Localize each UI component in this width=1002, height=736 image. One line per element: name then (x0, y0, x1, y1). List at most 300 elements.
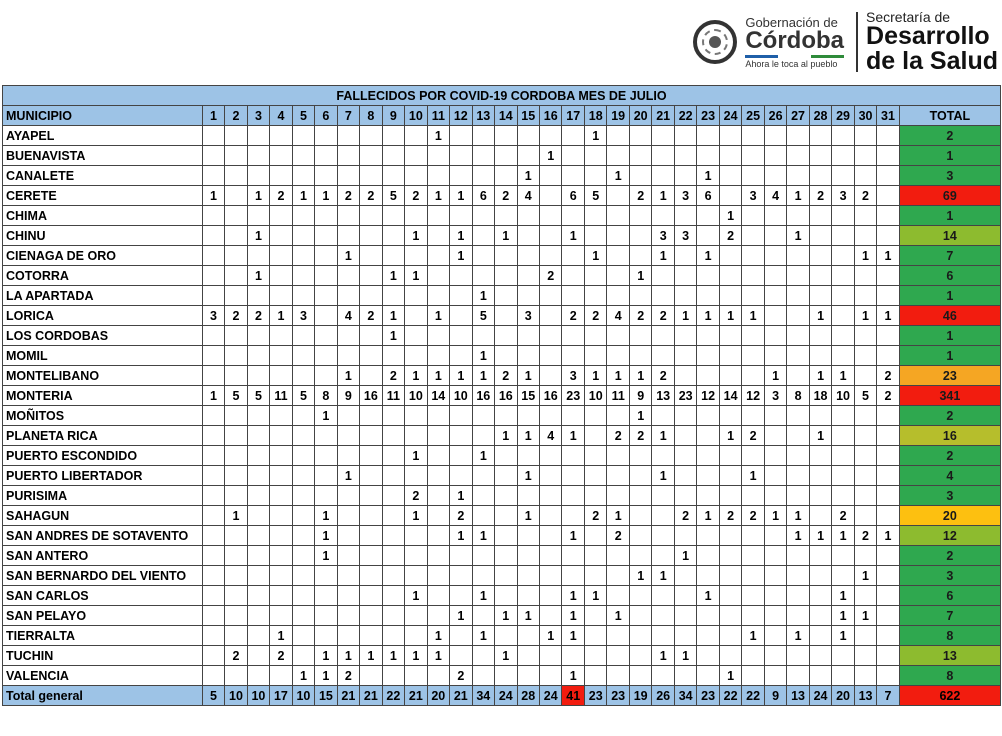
day-cell (742, 526, 764, 546)
total-general-label: Total general (3, 686, 203, 706)
day-cell (809, 466, 831, 486)
day-cell: 1 (652, 186, 674, 206)
day-cell (697, 466, 719, 486)
header-municipio: MUNICIPIO (3, 106, 203, 126)
day-cell (495, 266, 517, 286)
day-cell (517, 546, 539, 566)
day-cell (382, 446, 404, 466)
deaths-table (2, 85, 1001, 706)
day-cell: 2 (270, 646, 292, 666)
day-cell (809, 646, 831, 666)
day-cell: 1 (247, 186, 269, 206)
day-cell (607, 646, 629, 666)
day-cell: 1 (607, 506, 629, 526)
day-cell: 12 (742, 386, 764, 406)
day-cell (405, 246, 427, 266)
day-cell: 1 (450, 186, 472, 206)
day-cell (427, 146, 449, 166)
day-cell: 8 (315, 386, 337, 406)
day-cell (292, 266, 314, 286)
day-cell (674, 606, 696, 626)
day-cell: 3 (764, 386, 786, 406)
day-cell (495, 326, 517, 346)
day-cell (652, 326, 674, 346)
day-cell (517, 266, 539, 286)
row-total: 4 (899, 466, 1000, 486)
day-cell: 4 (764, 186, 786, 206)
total-day-cell: 28 (517, 686, 539, 706)
day-cell (809, 446, 831, 466)
day-cell (832, 426, 854, 446)
day-cell: 1 (719, 206, 741, 226)
day-cell (674, 586, 696, 606)
day-cell (360, 506, 382, 526)
header-day: 15 (517, 106, 539, 126)
day-cell (584, 646, 606, 666)
day-cell: 1 (629, 566, 651, 586)
header-day: 27 (787, 106, 809, 126)
day-cell (225, 626, 247, 646)
day-cell (202, 346, 224, 366)
day-cell (787, 646, 809, 666)
day-cell: 1 (719, 426, 741, 446)
day-cell (495, 666, 517, 686)
day-cell (629, 326, 651, 346)
day-cell (360, 526, 382, 546)
total-day-cell: 23 (584, 686, 606, 706)
day-cell (450, 146, 472, 166)
day-cell: 1 (315, 666, 337, 686)
day-cell (719, 466, 741, 486)
day-cell: 1 (517, 426, 539, 446)
day-cell (337, 586, 359, 606)
day-cell (427, 246, 449, 266)
day-cell (270, 226, 292, 246)
day-cell (742, 126, 764, 146)
day-cell (247, 426, 269, 446)
municipio-name: SAN CARLOS (3, 586, 203, 606)
day-cell (584, 326, 606, 346)
day-cell (472, 206, 494, 226)
day-cell (382, 206, 404, 226)
day-cell: 2 (629, 186, 651, 206)
day-cell (584, 226, 606, 246)
day-cell (697, 666, 719, 686)
day-cell (719, 526, 741, 546)
day-cell (517, 326, 539, 346)
day-cell (719, 286, 741, 306)
day-cell (854, 506, 876, 526)
day-cell (809, 206, 831, 226)
day-cell (517, 446, 539, 466)
day-cell (832, 266, 854, 286)
day-cell: 1 (472, 286, 494, 306)
day-cell (427, 326, 449, 346)
day-cell (450, 566, 472, 586)
table-title: FALLECIDOS POR COVID-19 CORDOBA MES DE JULIO (3, 86, 1001, 106)
day-cell (382, 286, 404, 306)
day-cell (742, 246, 764, 266)
day-cell (405, 466, 427, 486)
table-row (3, 606, 1001, 626)
day-cell (495, 446, 517, 466)
day-cell (495, 246, 517, 266)
day-cell: 1 (742, 306, 764, 326)
day-cell (292, 606, 314, 626)
day-cell (584, 286, 606, 306)
day-cell: 1 (854, 246, 876, 266)
table-row (3, 366, 1001, 386)
day-cell (540, 486, 562, 506)
day-cell: 1 (427, 186, 449, 206)
row-total: 8 (899, 666, 1000, 686)
day-cell (225, 426, 247, 446)
day-cell (787, 266, 809, 286)
day-cell (247, 646, 269, 666)
day-cell (225, 166, 247, 186)
day-cell (719, 446, 741, 466)
day-cell (517, 626, 539, 646)
row-total: 3 (899, 166, 1000, 186)
day-cell (652, 506, 674, 526)
table-row (3, 586, 1001, 606)
day-cell (697, 206, 719, 226)
day-cell: 2 (495, 186, 517, 206)
day-cell: 1 (202, 186, 224, 206)
day-cell (697, 406, 719, 426)
day-cell (202, 626, 224, 646)
header-day: 3 (247, 106, 269, 126)
day-cell (270, 206, 292, 226)
day-cell (697, 326, 719, 346)
day-cell: 5 (584, 186, 606, 206)
day-cell (674, 266, 696, 286)
day-cell: 1 (450, 366, 472, 386)
day-cell (517, 486, 539, 506)
day-cell (270, 366, 292, 386)
day-cell: 10 (450, 386, 472, 406)
day-cell: 23 (674, 386, 696, 406)
day-cell: 2 (540, 266, 562, 286)
municipio-name: COTORRA (3, 266, 203, 286)
day-cell: 1 (382, 266, 404, 286)
day-cell: 2 (450, 666, 472, 686)
day-cell (652, 586, 674, 606)
flag-stripes (745, 55, 844, 58)
day-cell: 1 (382, 306, 404, 326)
day-cell (540, 566, 562, 586)
day-cell (540, 466, 562, 486)
table-row (3, 406, 1001, 426)
municipio-name: LORICA (3, 306, 203, 326)
day-cell: 1 (809, 306, 831, 326)
day-cell (540, 206, 562, 226)
day-cell (292, 146, 314, 166)
day-cell: 1 (270, 626, 292, 646)
day-cell (337, 446, 359, 466)
day-cell (202, 146, 224, 166)
day-cell (562, 206, 584, 226)
day-cell (742, 146, 764, 166)
day-cell (315, 446, 337, 466)
day-cell: 1 (742, 466, 764, 486)
day-cell (764, 206, 786, 226)
day-cell (225, 666, 247, 686)
day-cell: 1 (337, 646, 359, 666)
day-cell: 1 (427, 366, 449, 386)
day-cell (629, 606, 651, 626)
total-day-cell: 24 (809, 686, 831, 706)
day-cell (562, 246, 584, 266)
day-cell: 1 (652, 566, 674, 586)
day-cell (584, 266, 606, 286)
table-title-row (3, 86, 1001, 106)
day-cell (495, 286, 517, 306)
day-cell (247, 586, 269, 606)
day-cell: 5 (382, 186, 404, 206)
row-total: 2 (899, 446, 1000, 466)
row-total: 3 (899, 566, 1000, 586)
day-cell: 1 (652, 646, 674, 666)
day-cell (742, 286, 764, 306)
day-cell (315, 266, 337, 286)
day-cell (405, 146, 427, 166)
day-cell: 1 (652, 466, 674, 486)
day-cell (472, 646, 494, 666)
day-cell (629, 666, 651, 686)
day-cell (584, 566, 606, 586)
day-cell (202, 526, 224, 546)
day-cell (832, 566, 854, 586)
day-cell (382, 146, 404, 166)
total-day-cell: 22 (742, 686, 764, 706)
day-cell (584, 626, 606, 646)
table-row (3, 186, 1001, 206)
total-general-row (3, 686, 1001, 706)
day-cell (629, 506, 651, 526)
row-total: 1 (899, 146, 1000, 166)
day-cell (764, 266, 786, 286)
day-cell (562, 446, 584, 466)
row-total: 2 (899, 406, 1000, 426)
day-cell (674, 666, 696, 686)
day-cell (854, 326, 876, 346)
day-cell (360, 466, 382, 486)
day-cell (697, 266, 719, 286)
day-cell (697, 126, 719, 146)
day-cell: 2 (629, 426, 651, 446)
header-day: 19 (607, 106, 629, 126)
day-cell (742, 166, 764, 186)
header-day: 31 (877, 106, 899, 126)
day-cell (382, 606, 404, 626)
day-cell: 1 (450, 486, 472, 506)
day-cell (540, 406, 562, 426)
day-cell (540, 546, 562, 566)
day-cell (584, 446, 606, 466)
day-cell (337, 526, 359, 546)
day-cell (832, 346, 854, 366)
day-cell (540, 666, 562, 686)
day-cell (270, 146, 292, 166)
day-cell (292, 406, 314, 426)
day-cell: 1 (472, 366, 494, 386)
day-cell (607, 586, 629, 606)
day-cell (247, 406, 269, 426)
day-cell (315, 246, 337, 266)
day-cell: 1 (787, 506, 809, 526)
day-cell (450, 646, 472, 666)
day-cell (629, 206, 651, 226)
day-cell: 2 (337, 666, 359, 686)
day-cell (674, 406, 696, 426)
table-row (3, 206, 1001, 226)
day-cell: 9 (629, 386, 651, 406)
day-cell (674, 466, 696, 486)
day-cell: 1 (607, 366, 629, 386)
day-cell (495, 566, 517, 586)
day-cell (360, 206, 382, 226)
day-cell: 1 (517, 366, 539, 386)
day-cell (562, 126, 584, 146)
day-cell (270, 526, 292, 546)
day-cell (719, 366, 741, 386)
day-cell (809, 166, 831, 186)
day-cell (719, 126, 741, 146)
day-cell (292, 446, 314, 466)
day-cell (427, 586, 449, 606)
day-cell (854, 266, 876, 286)
day-cell (405, 426, 427, 446)
day-cell: 2 (405, 486, 427, 506)
day-cell: 1 (337, 366, 359, 386)
day-cell (360, 346, 382, 366)
day-cell (629, 586, 651, 606)
grand-total: 622 (899, 686, 1000, 706)
table-row (3, 226, 1001, 246)
day-cell (540, 246, 562, 266)
day-cell (450, 426, 472, 446)
table-row (3, 306, 1001, 326)
row-total: 13 (899, 646, 1000, 666)
day-cell (787, 586, 809, 606)
day-cell (764, 446, 786, 466)
day-cell (270, 286, 292, 306)
day-cell (405, 406, 427, 426)
day-cell (315, 586, 337, 606)
day-cell (742, 266, 764, 286)
day-cell (247, 246, 269, 266)
day-cell: 1 (495, 606, 517, 626)
day-cell: 2 (719, 226, 741, 246)
header-day: 6 (315, 106, 337, 126)
table-row (3, 146, 1001, 166)
total-day-cell: 13 (787, 686, 809, 706)
day-cell (562, 646, 584, 666)
day-cell (652, 146, 674, 166)
day-cell (584, 546, 606, 566)
day-cell (584, 206, 606, 226)
municipio-name: SAN ANDRES DE SOTAVENTO (3, 526, 203, 546)
day-cell (360, 166, 382, 186)
day-cell: 5 (225, 386, 247, 406)
day-cell (270, 446, 292, 466)
table-row (3, 446, 1001, 466)
day-cell: 1 (472, 446, 494, 466)
day-cell (832, 146, 854, 166)
day-cell (674, 566, 696, 586)
day-cell: 1 (674, 306, 696, 326)
day-cell (787, 166, 809, 186)
day-cell (202, 646, 224, 666)
day-cell (337, 126, 359, 146)
header-day: 23 (697, 106, 719, 126)
day-cell: 2 (562, 306, 584, 326)
day-cell (315, 306, 337, 326)
table-row (3, 466, 1001, 486)
day-cell (225, 146, 247, 166)
day-cell: 1 (450, 606, 472, 626)
day-cell (562, 486, 584, 506)
table-row (3, 386, 1001, 406)
day-cell: 4 (540, 426, 562, 446)
day-cell: 1 (247, 266, 269, 286)
day-cell: 3 (674, 226, 696, 246)
day-cell (629, 646, 651, 666)
day-cell: 6 (562, 186, 584, 206)
day-cell (427, 606, 449, 626)
day-cell (225, 446, 247, 466)
day-cell (764, 286, 786, 306)
day-cell: 1 (427, 126, 449, 146)
day-cell (405, 666, 427, 686)
day-cell (809, 266, 831, 286)
day-cell (472, 246, 494, 266)
day-cell (809, 406, 831, 426)
day-cell (247, 166, 269, 186)
day-cell (225, 266, 247, 286)
day-cell (495, 146, 517, 166)
day-cell: 2 (382, 366, 404, 386)
day-cell (540, 586, 562, 606)
day-cell (607, 346, 629, 366)
day-cell: 1 (472, 586, 494, 606)
day-cell (607, 206, 629, 226)
day-cell: 2 (719, 506, 741, 526)
day-cell (562, 346, 584, 366)
day-cell: 1 (405, 446, 427, 466)
day-cell: 1 (472, 526, 494, 546)
day-cell (202, 266, 224, 286)
day-cell (540, 646, 562, 666)
municipio-name: PUERTO LIBERTADOR (3, 466, 203, 486)
total-day-cell: 22 (719, 686, 741, 706)
day-cell (337, 626, 359, 646)
day-cell (270, 466, 292, 486)
day-cell (764, 406, 786, 426)
row-total: 69 (899, 186, 1000, 206)
day-cell (652, 546, 674, 566)
total-day-cell: 23 (607, 686, 629, 706)
day-cell (877, 506, 899, 526)
day-cell (517, 126, 539, 146)
day-cell (382, 586, 404, 606)
day-cell (719, 246, 741, 266)
day-cell (495, 626, 517, 646)
day-cell (225, 346, 247, 366)
day-cell (652, 526, 674, 546)
day-cell (584, 666, 606, 686)
